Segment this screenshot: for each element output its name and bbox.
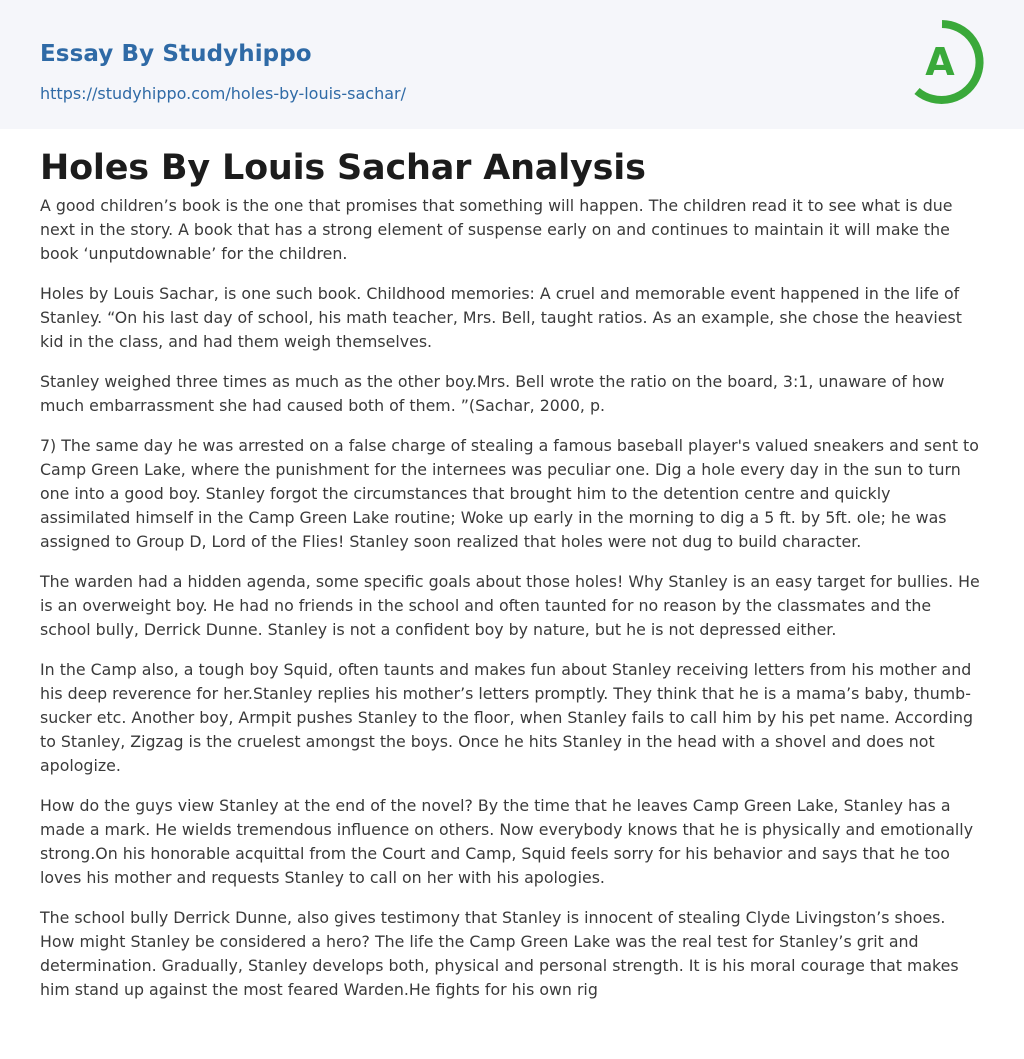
article <box>0 129 1024 1002</box>
article-body <box>40 194 984 1002</box>
paragraph: Stanley weighed three times as much as the other boy.Mrs. Bell wrote the ratio on the board, 3:1, unaware of how much embarrassment she had caused both of them. ”(Sachar, 2000, p. <box>40 372 945 415</box>
site-header <box>0 0 1024 129</box>
paragraph: A good children’s book is the one that promises that something will happen. The children read it to see what is due next in the story. A book that has a strong element of suspense early on and continues to maintain it will make the book ‘unputdownable’ for the children. <box>40 196 953 263</box>
source-url-link[interactable]: https://studyhippo.com/holes-by-louis-sachar/ <box>40 84 407 103</box>
paragraph: How do the guys view Stanley at the end of the novel? By the time that he leaves Camp Green Lake, Stanley has a made a mark. He wields tremendous influence on others. Now everybody knows that he is physically and emotionally strong.On his honorable acquittal from the Court and Camp, Squid feels sorry for his behavior and says that he too loves his mother and requests Stanley to call on her with his apologies. <box>40 796 974 887</box>
page-title: Holes By Louis Sachar Analysis <box>40 148 646 188</box>
paragraph: In the Camp also, a tough boy Squid, often taunts and makes fun about Stanley receiving letters from his mother and his deep reverence for her.Stanley replies his mother’s letters promptly. They think that he is a mama’s baby, thumb-sucker etc. Another boy, Armpit pushes Stanley to the floor, when Stanley fails to call him by his pet name. According to Stanley, Zigzag is the cruelest amongst the boys. Once he hits Stanley in the head with a shovel and does not apologize. <box>40 660 974 775</box>
paragraph: Holes by Louis Sachar, is one such book. Childhood memories: A cruel and memorable event happened in the life of Stanley. “On his last day of school, his math teacher, Mrs. Bell, taught ratios. As an example, she chose the heaviest kid in the class, and had them weigh themselves. <box>40 284 962 351</box>
paragraph: The warden had a hidden agenda, some specific goals about those holes! Why Stanley is an easy target for bullies. He is an overweight boy. He had no friends in the school and often taunted for no reason by the classmates and the school bully, Derrick Dunne. Stanley is not a confident boy by nature, but he is not depressed either. <box>40 572 980 639</box>
logo-letter: A <box>925 40 955 84</box>
studyhippo-logo-icon[interactable] <box>912 18 988 108</box>
paragraph: The school bully Derrick Dunne, also gives testimony that Stanley is innocent of stealing Clyde Livingston’s shoes. How might Stanley be considered a hero? The life the Camp Green Lake was the real test for Stanley’s grit and determination. Gradually, Stanley develops both, physical and personal strength. It is his moral courage that makes him stand up against the most feared Warden.He fights for his own rig <box>40 908 959 999</box>
paragraph: 7) The same day he was arrested on a false charge of stealing a famous baseball player's valued sneakers and sent to Camp Green Lake, where the punishment for the internees was peculiar one. Dig a hole every day in the sun to turn one into a good boy. Stanley forgot the circumstances that brought him to the detention centre and quickly assimilated himself in the Camp Green Lake routine; Woke up early in the morning to dig a 5 ft. by 5ft. ole; he was assigned to Group D, Lord of the Flies! Stanley soon realized that holes were not dug to build character. <box>40 436 979 551</box>
brand-title[interactable]: Essay By Studyhippo <box>40 41 312 67</box>
